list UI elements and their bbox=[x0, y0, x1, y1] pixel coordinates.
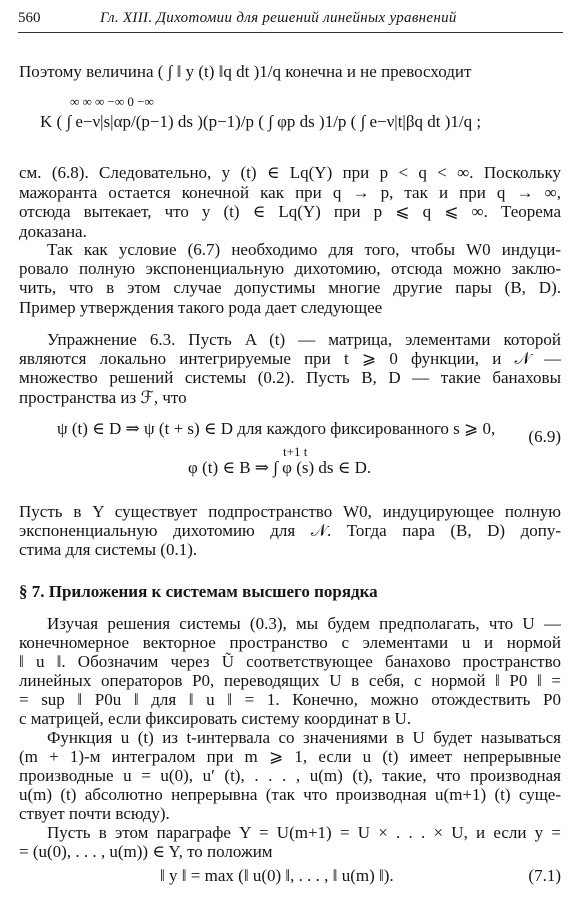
text-line: производные u = u(0), u′ (t), . . . , u(m) (t), такие, что производная bbox=[19, 766, 561, 785]
text-line: Пусть в этом параграфе Y = U(m+1) = U × . . . × U, и если y = bbox=[47, 823, 561, 842]
equation-number: (7.1) bbox=[528, 866, 561, 885]
text-line: отсюда вытекает, что y (t) ∈ Lq(Y) при p ⩽ q ⩽ ∞. Теорема bbox=[19, 202, 561, 221]
text-line: множество решений системы (0.2). Пусть B, D — такие банаховы bbox=[19, 368, 561, 387]
text-line: Функция u (t) из t-интервала со значениями в U будет называться bbox=[47, 728, 561, 747]
text-line: стима для системы (0.1). bbox=[19, 540, 198, 559]
text-line: конечномерное векторное пространство с элементами u и нормой bbox=[19, 633, 561, 652]
running-header bbox=[18, 8, 563, 33]
page-number: 560 bbox=[18, 10, 41, 26]
equation-number: (6.9) bbox=[528, 427, 561, 446]
text-line: = sup ‖ P0u ‖ для ‖ u ‖ = 1. Конечно, можно отождествить P0 bbox=[19, 690, 561, 709]
formula-integral-product: K ( ∫ e−ν|s|αp/(p−1) ds )(p−1)/p ( ∫ φp ds )1/p ( ∫ e−ν|t|βq dt )1/q ; bbox=[40, 112, 482, 131]
text-line: линейных операторов P0, переводящих U в себя, с нормой ‖ P0 ‖ = bbox=[19, 671, 561, 690]
text-line: Пусть в Y существует подпространство W0, индуцирующее полную bbox=[19, 502, 561, 521]
formula-condition-phi: φ (t) ∈ B ⇒ ∫ φ (s) ds ∈ D. bbox=[188, 458, 372, 477]
section-heading: § 7. Приложения к системам высшего порядка bbox=[19, 582, 378, 601]
text-line: Пример утверждения такого рода дает следующее bbox=[19, 298, 383, 317]
text-line: являются локально интегрируемые при t ⩾ 0 функции, и 𝒩 — bbox=[19, 349, 561, 368]
text-line: мажоранта остается конечной как при q → p, так и при q → ∞, bbox=[19, 183, 561, 202]
text-line: = (u(0), . . . , u(m)) ∈ Y, то положим bbox=[19, 842, 273, 861]
text-line: ‖ u ‖. Обозначим через Ũ соответствующее банахово пространство bbox=[19, 652, 561, 671]
exercise-heading-line: Упражнение 6.3. Пусть A (t) — матрица, элементами которой bbox=[47, 330, 561, 349]
text-line: пространства из ℱ, что bbox=[19, 388, 187, 407]
text-line: Изучая решения системы (0.3), мы будем предполагать, что U — bbox=[47, 614, 561, 633]
text-line: см. (6.8). Следовательно, y (t) ∈ Lq(Y) при p < q < ∞. Поскольку bbox=[19, 163, 561, 182]
text-line: Так как условие (6.7) необходимо для того, чтобы W0 индуци- bbox=[47, 240, 561, 259]
formula-condition-psi: ψ (t) ∈ D ⇒ ψ (t + s) ∈ D для каждого фиксированного s ⩾ 0, bbox=[57, 419, 496, 438]
text-line: ровало полную экспоненциальную дихотомию, отсюда можно заклю- bbox=[19, 259, 561, 278]
text-line: ствует почти всюду). bbox=[19, 804, 170, 823]
text-line: экспоненциальную дихотомию для 𝒩. Тогда пара (B, D) допу- bbox=[19, 521, 561, 540]
running-title: Гл. XIII. Дихотомии для решений линейных уравнений bbox=[100, 10, 457, 26]
text-line: u(m) (t) абсолютно непрерывна (так что производная u(m+1) (t) суще- bbox=[19, 785, 561, 804]
text-line: (m + 1)-м интегралом при m ⩾ 1, если u (t) имеет непрерывные bbox=[19, 747, 561, 766]
formula-integral-limits: t+1 t bbox=[283, 444, 308, 459]
text-line: чить, что в этом случае допустимы многие другие пары (B, D). bbox=[19, 278, 561, 297]
formula-integral-limits: ∞ ∞ ∞ −∞ 0 −∞ bbox=[70, 94, 154, 109]
text-line: доказана. bbox=[19, 222, 87, 241]
formula-norm-definition: ‖ y ‖ = max (‖ u(0) ‖, . . . , ‖ u(m) ‖). bbox=[160, 866, 394, 885]
text-line: с матрицей, если фиксировать систему координат в U. bbox=[19, 709, 412, 728]
text-line: Поэтому величина ( ∫ ‖ y (t) ‖q dt )1/q конечна и не превосходит bbox=[19, 62, 472, 81]
